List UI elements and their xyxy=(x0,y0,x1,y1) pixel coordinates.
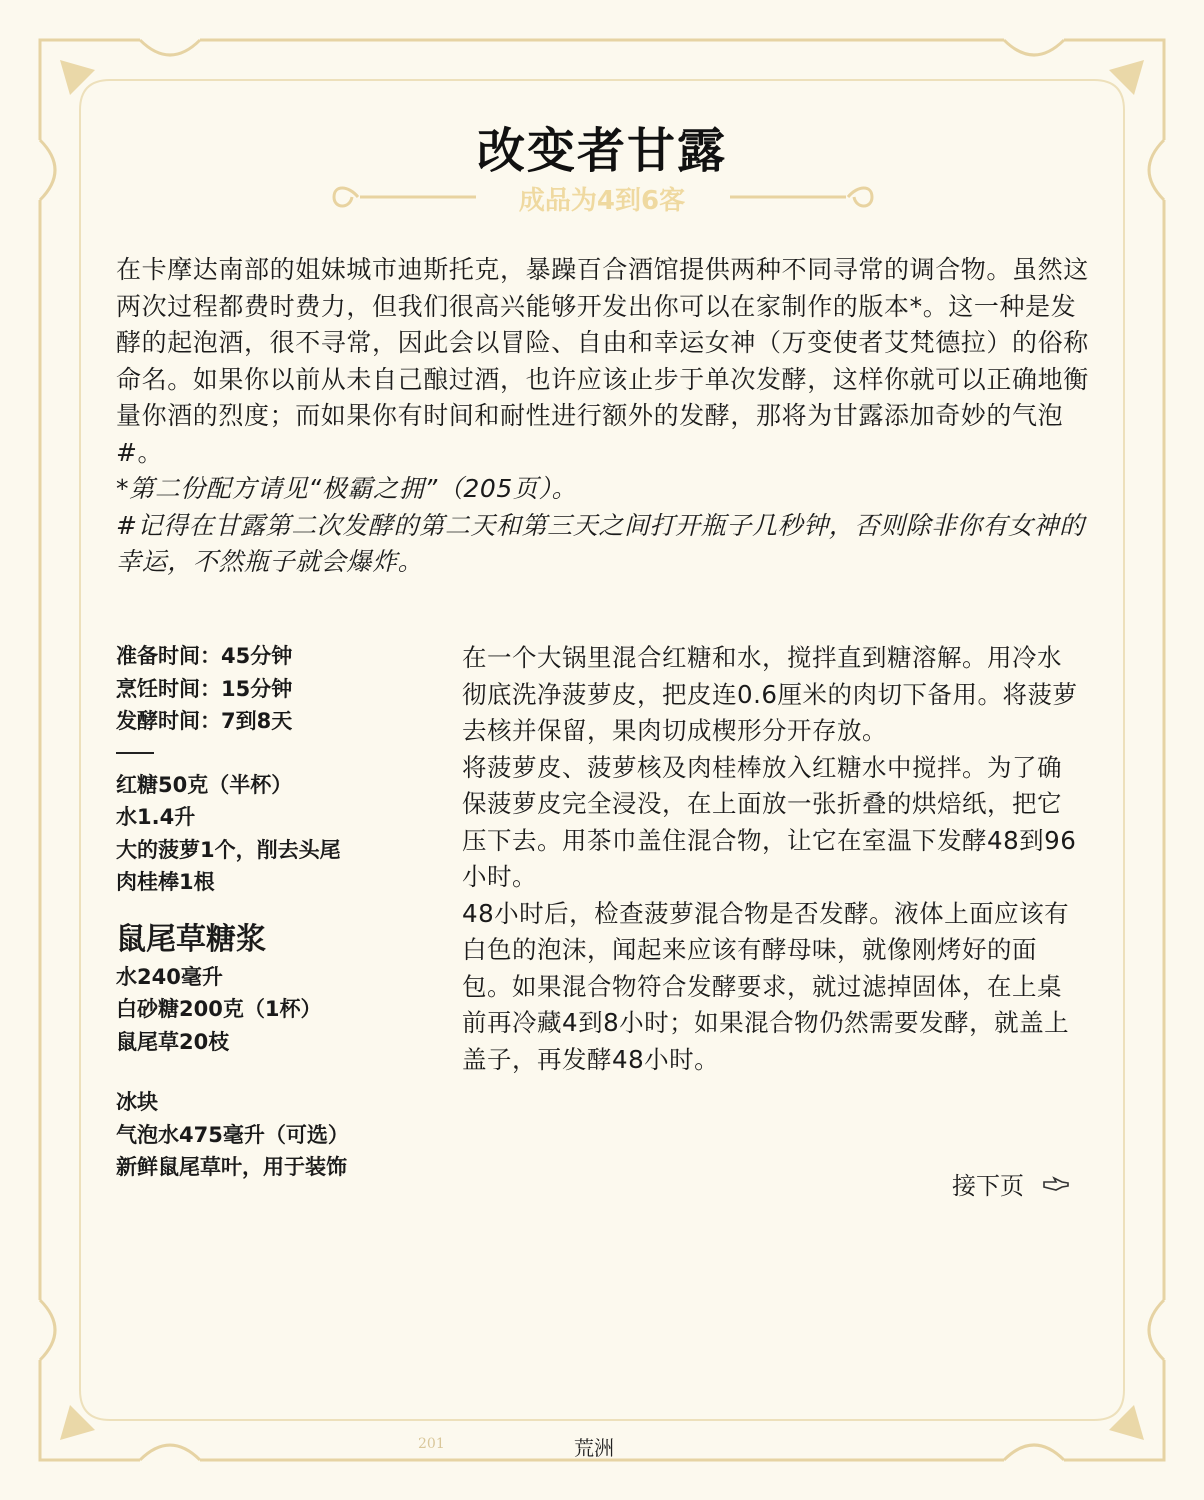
ingredient-item: 红糖50克（半杯） xyxy=(116,772,293,797)
method-column xyxy=(462,640,1082,1078)
syrup-item: 水240毫升 xyxy=(116,964,223,989)
method-step: 48小时后，检查菠萝混合物是否发酵。液体上面应该有白色的泡沫，闻起来应该有酵母味，就像刚烤好的面包。如果混合物符合发酵要求，就过滤掉固体，在上桌前再冷藏4到8小时；如果混合物仍然需要发酵，就盖上盖子，再发酵48小时。 xyxy=(462,898,1070,1074)
serve-item: 气泡水475毫升（可选） xyxy=(116,1122,349,1147)
intro-note-1: *第二份配方请见“极霸之拥”（205页）。 xyxy=(116,474,578,503)
ingredient-item: 大的菠萝1个，削去头尾 xyxy=(116,837,341,862)
divider xyxy=(116,752,154,754)
next-page-label: 接下页 xyxy=(952,1172,1024,1200)
method-step: 将菠萝皮、菠萝核及肉桂棒放入红糖水中搅拌。为了确保菠萝皮完全浸没，在上面放一张折叠的烘焙纸，把它压下去。用茶巾盖住混合物，让它在室温下发酵48到96小时。 xyxy=(462,752,1077,891)
next-page-link[interactable] xyxy=(952,1166,1070,1201)
intro-section xyxy=(116,252,1096,581)
intro-note-2: #记得在甘露第二次发酵的第二天和第三天之间打开瓶子几秒钟，否则除非你有女神的幸运，不然瓶子就会爆炸。 xyxy=(116,510,1085,576)
ingredients-column xyxy=(116,640,366,1184)
serve-item: 冰块 xyxy=(116,1090,158,1114)
pointing-hand-icon xyxy=(1042,1174,1070,1194)
spacer xyxy=(116,1058,366,1086)
serve-item: 新鲜鼠尾草叶，用于装饰 xyxy=(116,1155,347,1179)
ingredient-item: 肉桂棒1根 xyxy=(116,870,215,894)
page-number: 201 xyxy=(418,1436,445,1452)
servings-label: 成品为4到6客 xyxy=(518,186,686,216)
intro-paragraph: 在卡摩达南部的姐妹城市迪斯托克，暴躁百合酒馆提供两种不同寻常的调合物。虽然这两次过程都费时费力，但我们很高兴能够开发出你可以在家制作的版本*。这一种是发酵的起泡酒，很不寻常，因此会以冒险、自由和幸运女神（万变使者艾梵德拉）的俗称命名。如果你以前从未自己酿过酒，也许应该止步于单次发酵，这样你就可以正确地衡量你酒的烈度；而如果你有时间和耐性进行额外的发酵，那将为甘露添加奇妙的气泡#。 xyxy=(116,255,1089,467)
prep-time: 准备时间：45分钟 xyxy=(116,644,293,668)
syrup-title: 鼠尾草糖浆 xyxy=(116,921,266,957)
syrup-item: 鼠尾草20枝 xyxy=(116,1029,230,1054)
cook-time: 烹饪时间：15分钟 xyxy=(116,676,293,701)
ferment-time: 发酵时间：7到8天 xyxy=(116,709,293,733)
ingredient-item: 水1.4升 xyxy=(116,805,196,829)
watermark-text: 荒洲 xyxy=(574,1436,614,1460)
method-step: 在一个大锅里混合红糖和水，搅拌直到糖溶解。用冷水彻底洗净菠萝皮，把皮连0.6厘米的肉切下备用。将菠萝去核并保留，果肉切成楔形分开存放。 xyxy=(462,643,1078,745)
recipe-title: 改变者甘露 xyxy=(476,123,727,179)
syrup-item: 白砂糖200克（1杯） xyxy=(116,997,322,1021)
